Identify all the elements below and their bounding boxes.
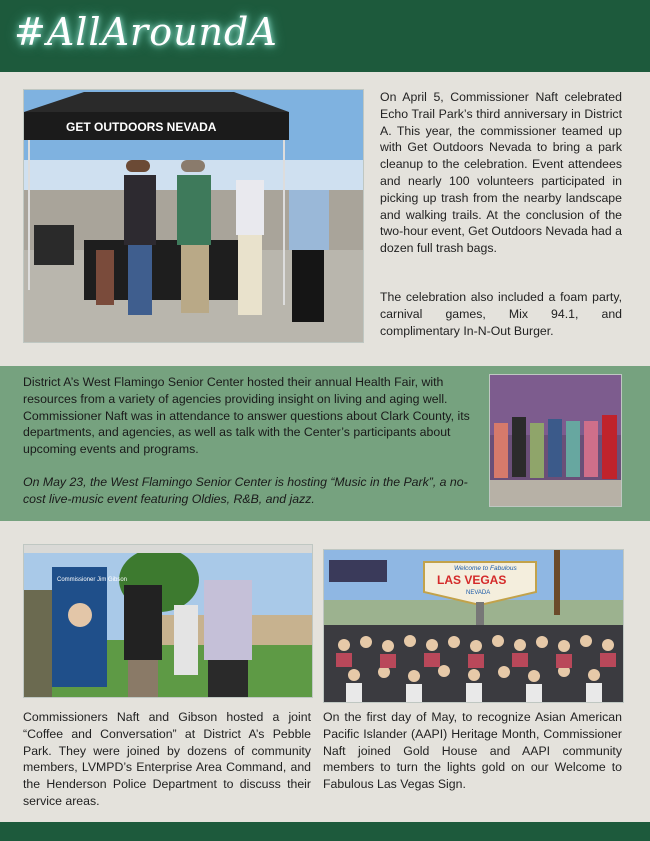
las-vegas-sign-caption: On the first day of May, to recognize Asian American Pacific Islander (AAPI) Heritage Month, Commissioner Naft joined Gold House and AAPI community members to turn the lights gold on our Welcome to Fabulous Las Vegas Sign.	[323, 710, 622, 792]
gibson-banner-text: Commissioner Jim Gibson	[57, 577, 128, 583]
las-vegas-sign-illustration	[324, 550, 623, 702]
footer-bar	[0, 822, 650, 841]
echo-trail-park-illustration	[24, 90, 363, 342]
music-in-the-park-paragraph: On May 23, the West Flamingo Senior Center is hosting “Music in the Park”, a no-cost live-music event featuring Oldies, R&B, and jazz.	[23, 475, 468, 506]
senior-center-illustration	[490, 375, 621, 506]
sign-welcome-text: Welcome to Fabulous	[454, 565, 517, 572]
echo-trail-park-photo	[23, 89, 364, 343]
echo-trail-park-paragraph: On April 5, Commissioner Naft celebrated Echo Trail Park’s third anniversary in District A. This year, the commissioner teamed up with Get Outdoors Nevada to bring a park cleanup to the celebration. Event attendees and nearly 100 volunteers participated in picking up trash from the nearby landscape and walking trails. At the conclusion of the two-hour event, Get Outdoors Nevada had a dozen full trash bags.	[380, 90, 622, 256]
page-title: #AllAroundA	[14, 10, 278, 54]
sign-las-vegas-text: LAS VEGAS	[437, 573, 507, 587]
celebration-paragraph: The celebration also included a foam party, carnival games, Mix 94.1, and complimentary In-N-Out Burger.	[380, 290, 622, 338]
header-bar	[0, 0, 650, 72]
las-vegas-sign-photo	[323, 549, 624, 703]
coffee-conversation-illustration	[24, 545, 312, 697]
coffee-conversation-photo	[23, 544, 313, 698]
senior-center-photo	[489, 374, 622, 507]
coffee-conversation-caption: Commissioners Naft and Gibson hosted a joint “Coffee and Conversation” at District A’s Pebble Park. They were joined by dozens of community members, LVMPD’s Enterprise Area Command, and the Henderson Police Department to discuss their service areas.	[23, 710, 311, 808]
health-fair-paragraph: District A’s West Flamingo Senior Center hosted their annual Health Fair, with resources from a variety of agencies providing insight on living and aging well. Commissioner Naft was in attendance to answer questions about Clark County, its departments, and agencies, as well as talk with the Center’s participants about upcoming events and programs.	[23, 375, 470, 457]
canopy-sign-text: GET OUTDOORS NEVADA	[66, 120, 217, 134]
sign-nevada-text: NEVADA	[466, 590, 491, 596]
